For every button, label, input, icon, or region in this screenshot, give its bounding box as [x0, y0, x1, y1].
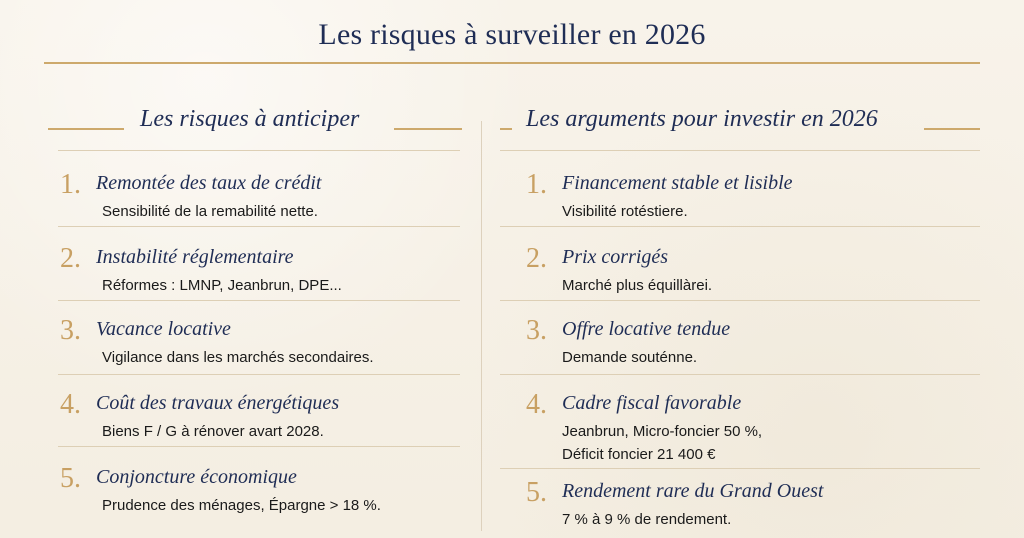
right-rule-3: [500, 374, 980, 375]
right-item-2-title: Prix corrigés: [562, 246, 669, 268]
right-item-3-number: 3.: [526, 315, 547, 346]
right-item-5-title: Rendement rare du Grand Ouest: [562, 480, 824, 502]
right-top-rule: [500, 150, 980, 151]
right-item-4-description-line-1: Jeanbrun, Micro-foncier 50 %,: [562, 423, 763, 440]
right-rule-1: [500, 226, 980, 227]
left-item-3-description: Vigilance dans les marchés secondaires.: [102, 349, 374, 366]
left-rule-1: [58, 226, 460, 227]
left-top-rule: [58, 150, 460, 151]
left-item-3-number: 3.: [60, 315, 81, 346]
right-section-header: [500, 106, 980, 142]
left-item-5-description: Prudence des ménages, Épargne > 18 %.: [102, 497, 381, 514]
left-rule-2: [58, 300, 460, 301]
right-item-3-description: Demande souténne.: [562, 349, 698, 366]
title-divider: [44, 62, 980, 64]
right-item-5-number: 5.: [526, 477, 547, 508]
right-header-line-left: [500, 128, 512, 130]
left-item-2-description: Réformes : LMNP, Jeanbrun, DPE...: [102, 277, 342, 294]
left-item-4-title: Coût des travaux énergétiques: [96, 392, 340, 414]
left-item-1-title: Remontée des taux de crédit: [96, 172, 322, 194]
right-item-2-number: 2.: [526, 243, 547, 274]
left-item-3-title: Vacance locative: [96, 318, 231, 340]
left-item-1-description: Sensibilité de la remabilité nette.: [102, 203, 318, 220]
left-item-5-title: Conjoncture économique: [96, 466, 297, 488]
right-rule-4: [500, 468, 980, 469]
right-header-line-right: [924, 128, 980, 130]
left-item-4-number: 4.: [60, 389, 81, 420]
right-rule-2: [500, 300, 980, 301]
left-item-4-description: Biens F / G à rénover avart 2028.: [102, 423, 324, 440]
right-item-4-description-line-2: Déficit foncier 21 400 €: [562, 446, 716, 463]
left-item-5-number: 5.: [60, 463, 81, 494]
right-item-3-title: Offre locative tendue: [562, 318, 731, 340]
left-header-line-right: [394, 128, 462, 130]
left-section-header: [48, 106, 448, 142]
left-header-line-left: [48, 128, 124, 130]
left-item-1-number: 1.: [60, 169, 81, 200]
left-item-2-title: Instabilité réglementaire: [96, 246, 294, 268]
right-column: [500, 106, 980, 528]
left-rule-3: [58, 374, 460, 375]
right-item-1-number: 1.: [526, 169, 547, 200]
left-rule-4: [58, 446, 460, 447]
page-title: Les risques à surveiller en 2026: [318, 18, 706, 51]
left-item-2-number: 2.: [60, 243, 81, 274]
right-item-4-number: 4.: [526, 389, 547, 420]
right-item-5-description: 7 % à 9 % de rendement.: [562, 511, 732, 528]
right-item-1-description: Visibilité rotéstiere.: [562, 203, 688, 220]
left-column: [48, 106, 448, 514]
column-divider: [481, 121, 482, 531]
right-item-1-title: Financement stable et lisible: [562, 172, 793, 194]
left-section-title: Les risques à anticiper: [140, 106, 360, 132]
right-item-4-title: Cadre fiscal favorable: [562, 392, 742, 414]
right-item-2-description: Marché plus équillàrei.: [562, 277, 713, 294]
right-section-title: Les arguments pour investir en 2026: [526, 106, 878, 132]
